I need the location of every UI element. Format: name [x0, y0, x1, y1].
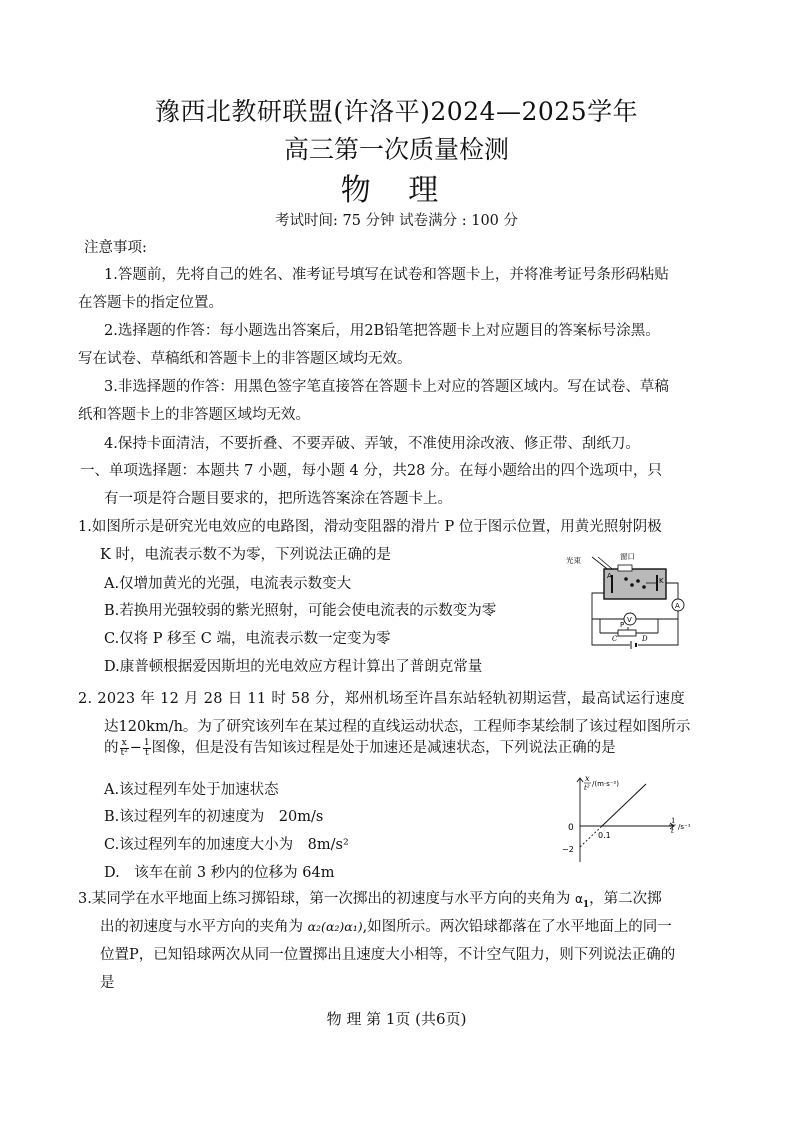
- photoelectric-circuit-figure: [562, 553, 696, 651]
- q2-stem-line-2: 达120km/h。为了研究该列车在某过程的直线运动状态，工程师李某绘制了该过程如图所示: [104, 719, 691, 735]
- alpha-comparison: α₂(α₂)α₁): [307, 919, 363, 934]
- voltmeter-label: V: [627, 616, 632, 624]
- q3-line-2-pre: 出的初速度与水平方向的夹角为: [100, 919, 308, 935]
- q1-option-d: D.康普顿根据爱因斯坦的光电效应方程计算出了普朗克常量: [104, 659, 483, 675]
- q1-stem-line-2: K 时，电流表示数不为零，下列说法正确的是: [100, 547, 391, 563]
- y-unit: /(m·s⁻²): [592, 780, 620, 788]
- q1-option-a: A.仅增加黄光的光强，电流表示数变大: [104, 576, 352, 592]
- slider-p-label: P: [620, 621, 625, 629]
- note-4: 4.保持卡面清洁，不要折叠、不要弄破、弄皱，不准使用涂改液、修正带、刮纸刀。: [104, 436, 640, 452]
- light-label: 光束: [566, 556, 581, 565]
- q3-stem-line-1: [78, 889, 662, 915]
- section-1-line-2: 有一项是符合题目要求的，把所选答案涂在答题卡上。: [104, 491, 452, 507]
- q2-option-b: B.该过程列车的初速度为 20m/s: [104, 809, 324, 825]
- x-t2-vs-1-t-graph: [558, 772, 692, 864]
- note-1-line-1: 1.答题前，先将自己的姓名、准考证号填写在试卷和答题卡上，并将准考证号条形码粘贴: [104, 267, 669, 283]
- rheostat-symbol: [618, 630, 636, 636]
- page-footer: 物 理 第 1页 (共6页): [326, 1010, 467, 1028]
- fraction-numerator: x: [120, 739, 129, 749]
- q3-stem-line-4: 是: [100, 975, 115, 991]
- end-d-label: D: [642, 635, 648, 643]
- q2-stem-line-3: [104, 738, 616, 758]
- fraction-denominator: t²: [120, 747, 128, 758]
- exam-info: 考试时间: 75 分钟 试卷满分 : 100 分: [274, 213, 519, 229]
- note-3-line-2: 纸和答题卡上的非答题区域均无效。: [78, 407, 310, 423]
- q3-line-1-pre: 3.某同学在水平地面上练习掷铅球，第一次掷出的初速度与水平方向的夹角为: [78, 891, 575, 907]
- note-1-line-2: 在答题卡的指定位置。: [78, 295, 223, 311]
- q3-line-2-post: ,如图所示。两次铅球都落在了水平地面上的同一: [362, 919, 672, 935]
- section-1-line-1: 一、单项选择题：本题共 7 小题，每小题 4 分，共28 分。在每小题给出的四个选项中，只: [80, 463, 662, 479]
- y-tick-label: −2: [562, 845, 574, 854]
- alpha-subscript: 1: [582, 899, 590, 910]
- y-label-numerator: x: [585, 774, 590, 783]
- one-over-t-fraction: [143, 739, 151, 758]
- x-unit: /s⁻¹: [678, 823, 691, 831]
- q2-line-3-post: 图像，但是没有告知该过程是处于加速还是减速状态，下列说法正确的是: [151, 740, 616, 756]
- ammeter-label: A: [675, 602, 680, 610]
- q2-line-3-minus: −: [129, 740, 142, 756]
- notes-heading: 注意事项:: [84, 240, 147, 256]
- alpha-symbol: α: [574, 892, 583, 906]
- q1-option-b: B.若换用光强较弱的紫光照射，可能会使电流表的示数变为零: [104, 603, 497, 619]
- q3-line-1-post: ，第二次掷: [589, 891, 662, 907]
- anode-label: A: [607, 572, 612, 580]
- x-label-denominator: t: [671, 827, 674, 835]
- note-2-line-1: 2.选择题的作答：每小题选出答案后，用2B铅笔把答题卡上对应题目的答案标号涂黑。: [104, 323, 660, 339]
- q1-stem-line-1: 1.如图所示是研究光电效应的电路图，滑动变阻器的滑片 P 位于图示位置，用黄光照射阴极: [78, 519, 662, 535]
- q1-option-c: C.仅将 P 移至 C 端，电流表示数一定变为零: [104, 631, 391, 647]
- note-3-line-1: 3.非选择题的作答：用黑色签字笔直接答在答题卡上对应的答题区域内。写在试卷、草稿: [104, 379, 669, 395]
- origin-label: 0: [568, 823, 574, 833]
- axes: [577, 778, 674, 862]
- x-label-numerator: 1: [671, 817, 676, 825]
- q2-stem-line-1: 2. 2023 年 12 月 28 日 11 时 58 分，郑州机场至许昌东站轻轨初期运营，最高试运行速度: [78, 691, 686, 707]
- q3-stem-line-3: 位置P，已知铅球两次从同一位置掷出且速度大小相等，不计空气阻力，则下列说法正确的: [100, 947, 676, 963]
- fraction-numerator: 1: [143, 737, 150, 748]
- cathode-label: K: [659, 577, 664, 585]
- q2-option-d: D. 该车在前 3 秒内的位移为 64m: [104, 865, 335, 881]
- end-c-label: C: [612, 635, 618, 643]
- phototube: [604, 565, 666, 599]
- title-line-1: 豫西北教研联盟(许洛平)2024—2025学年: [154, 97, 639, 126]
- y-label-denominator: t²: [584, 784, 590, 792]
- q2-line-3-pre: 的: [104, 740, 119, 756]
- window-label: 窗口: [620, 553, 635, 561]
- x-over-t2-fraction: [120, 739, 129, 758]
- subject-title: 物 理: [340, 173, 453, 208]
- q2-option-a: A.该过程列车处于加速状态: [104, 782, 279, 798]
- q2-option-c: C.该过程列车的加速度大小为 8m/s²: [104, 837, 349, 853]
- battery-symbol: [631, 641, 636, 649]
- note-2-line-2: 写在试卷、草稿纸和答题卡上的非答题区域均无效。: [78, 351, 412, 367]
- q3-stem-line-2: [100, 917, 672, 937]
- title-line-2: 高三第一次质量检测: [283, 135, 509, 164]
- x-tick-label: 0.1: [598, 831, 611, 840]
- fraction-denominator: t: [144, 747, 149, 758]
- graph-line: [602, 784, 646, 826]
